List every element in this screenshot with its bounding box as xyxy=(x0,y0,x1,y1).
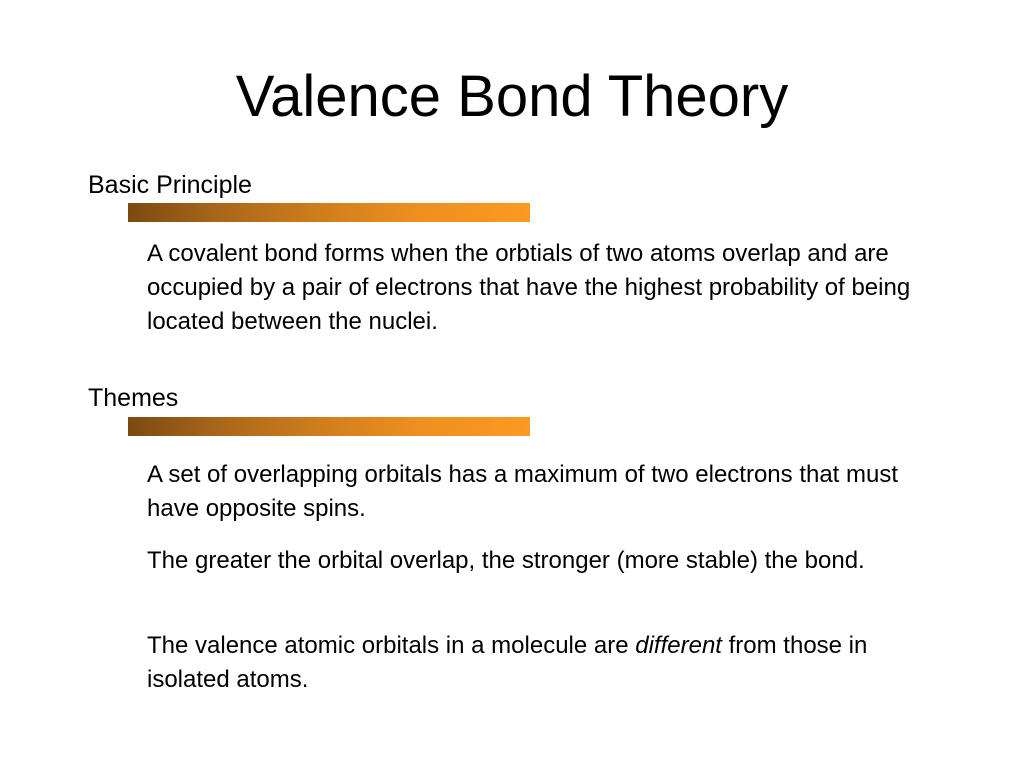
theme-paragraph-2: The greater the orbital overlap, the stronger (more stable) the bond. xyxy=(147,547,865,574)
theme-3-text-after: from those in isolated atoms. xyxy=(147,632,868,693)
theme-paragraph-1: A set of overlapping orbitals has a maximum of two electrons that must have opposite spins. xyxy=(147,461,899,522)
slide-title: Valence Bond Theory xyxy=(235,64,789,129)
section-heading-themes: Themes xyxy=(88,384,179,412)
theme-3-text-before: The valence atomic orbitals in a molecule are xyxy=(147,632,636,659)
gradient-divider-bar xyxy=(128,417,530,436)
theme-paragraph-3 xyxy=(147,629,947,697)
gradient-divider-bar xyxy=(128,203,530,222)
theme-3-emphasis: different xyxy=(635,632,722,659)
section-heading-basic-principle: Basic Principle xyxy=(88,171,252,199)
principle-paragraph: A covalent bond forms when the orbtials of two atoms overlap and are occupied by a pair of electrons that have the highest probability of being located between the nuclei. xyxy=(147,240,911,335)
